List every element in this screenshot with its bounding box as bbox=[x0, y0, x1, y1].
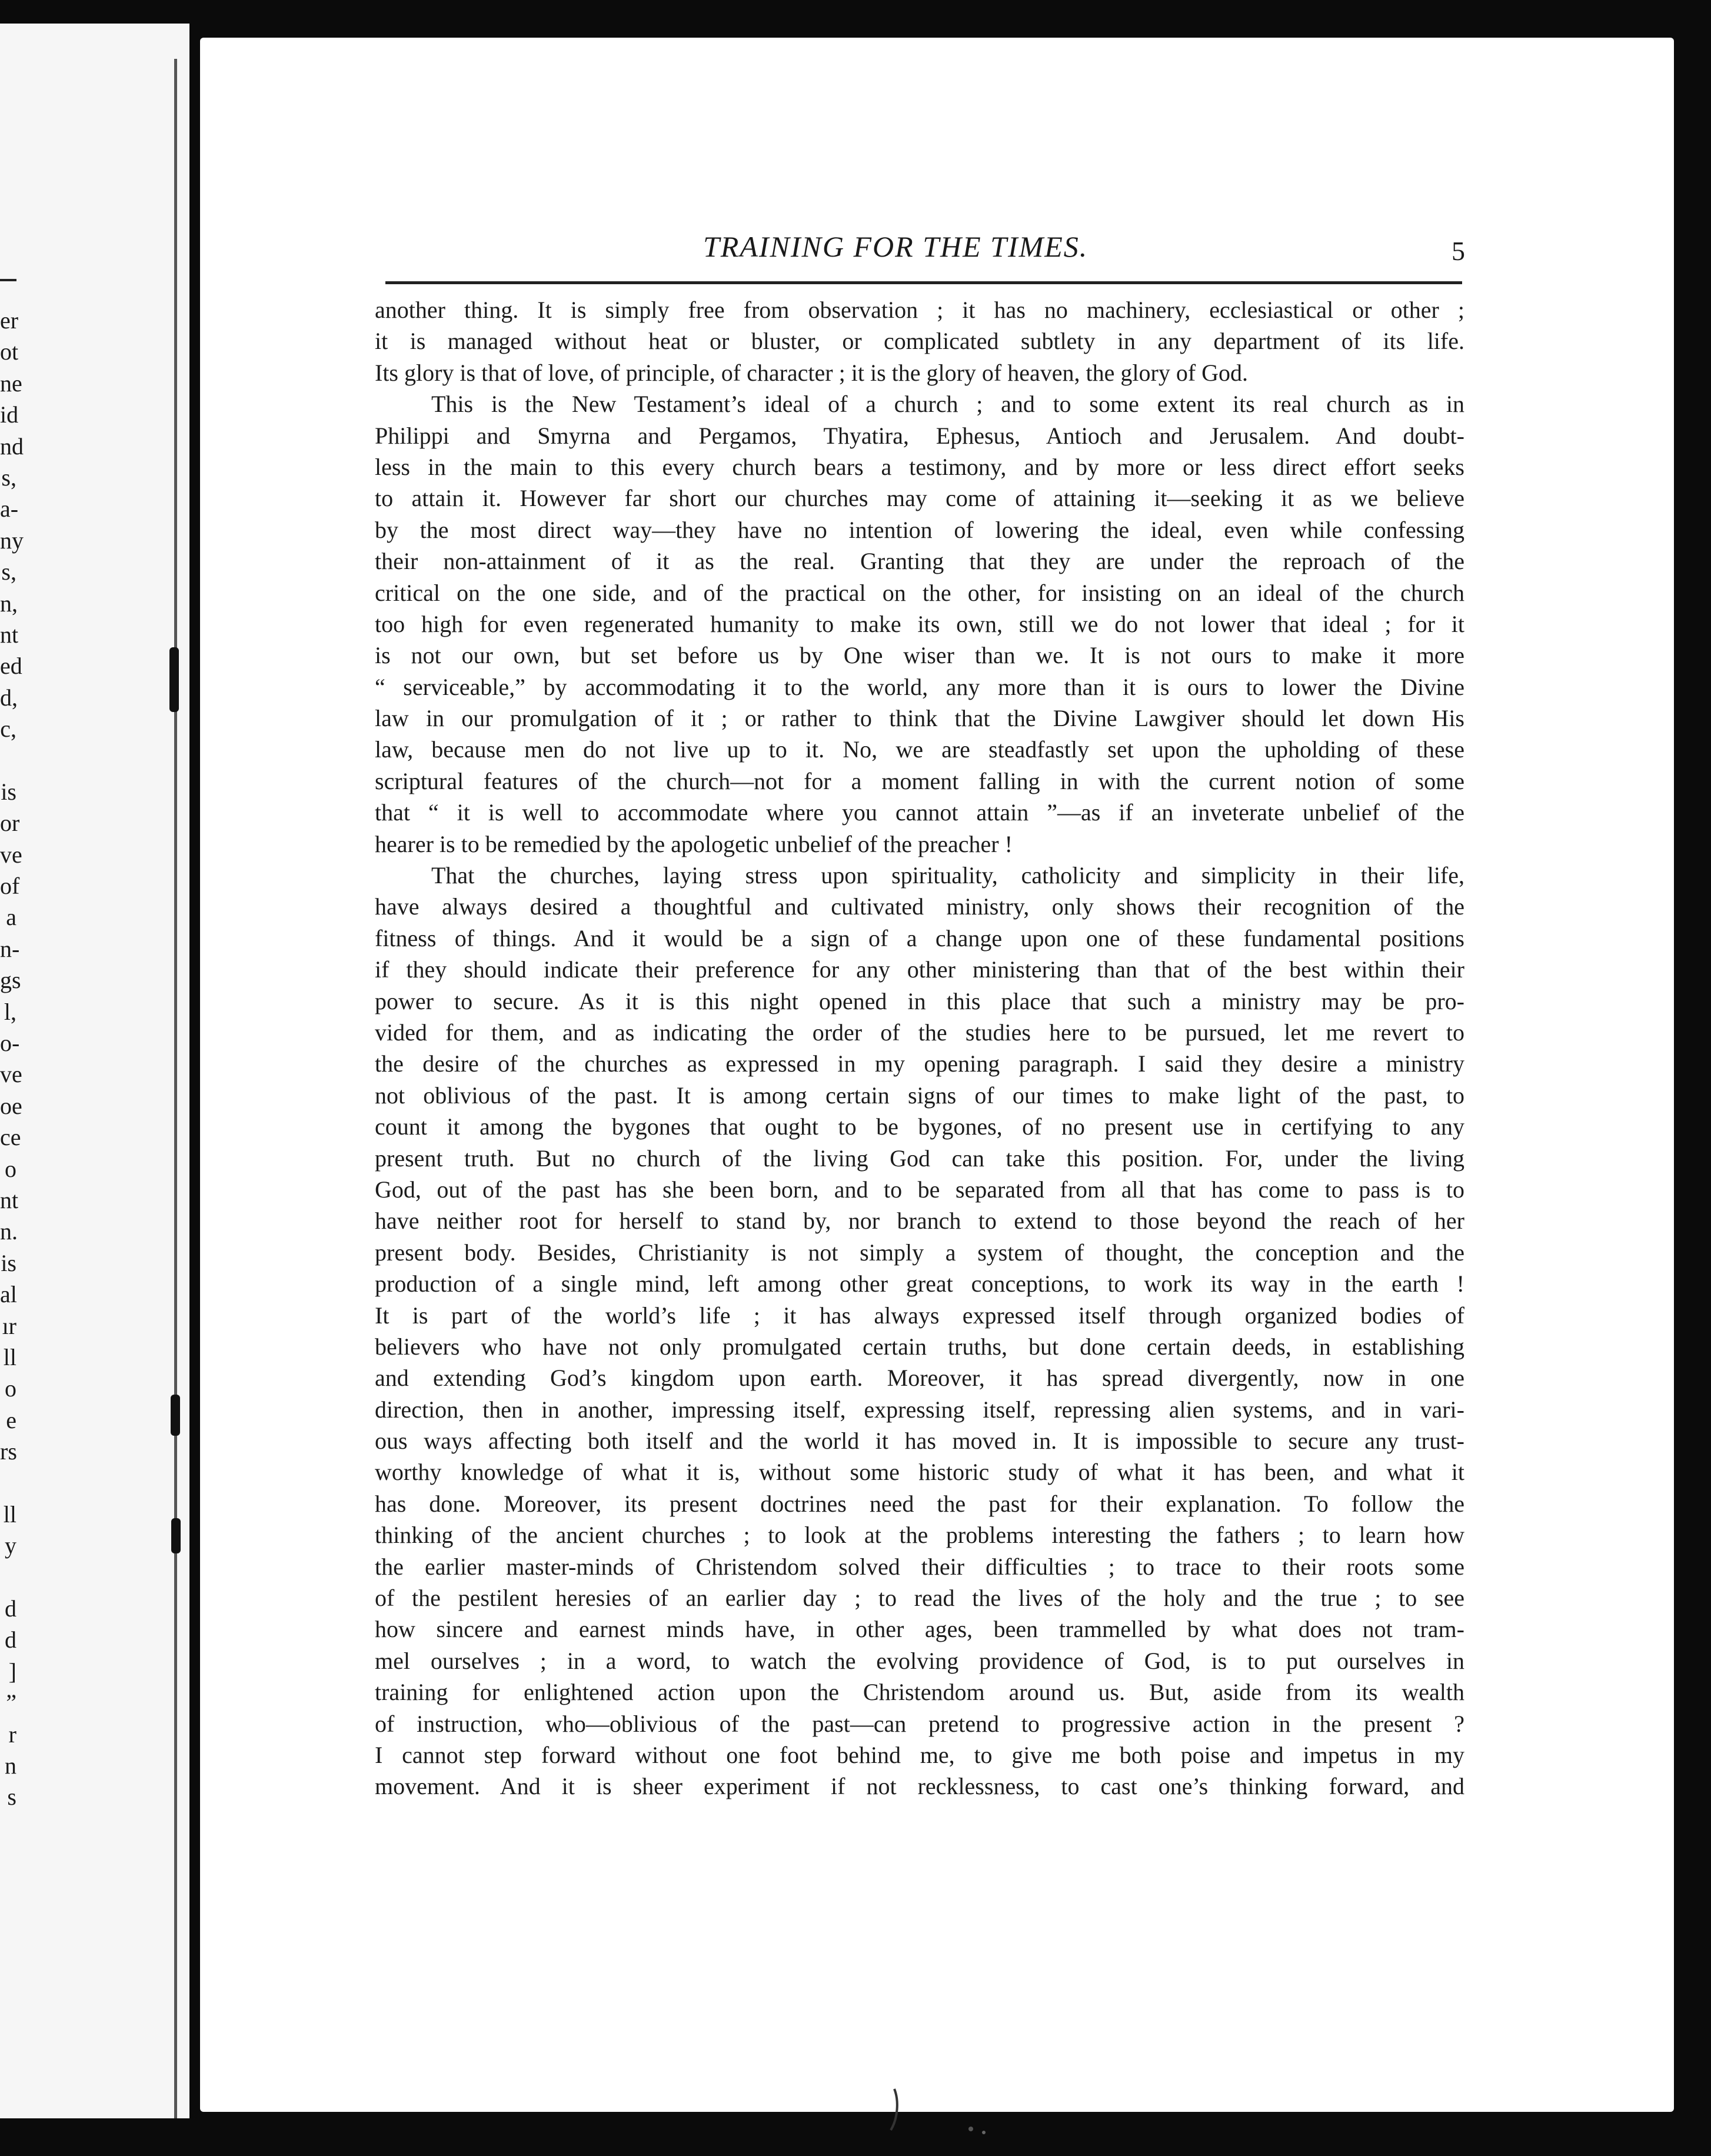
left-fragment bbox=[0, 1467, 16, 1498]
left-fragment: o bbox=[5, 1155, 16, 1182]
text-line: present body. Besides, Christianity is not simply a system of thought, the conception and the bbox=[375, 1239, 1464, 1266]
text-line: is not our own, but set before us by One wiser than we. It is not ours to make it more bbox=[375, 642, 1464, 669]
text-line: by the most direct way—they have no intention of lowering the ideal, even while confessing bbox=[375, 516, 1464, 543]
left-fragment: y bbox=[5, 1532, 16, 1559]
text-line: have neither root for herself to stand by, nor branch to extend to those beyond the reach of her bbox=[375, 1207, 1464, 1235]
text-line: the earlier master-minds of Christendom solved their difficulties ; to trace to their roots some bbox=[375, 1553, 1464, 1580]
text-line: of instruction, who—oblivious of the past—can pretend to progressive action in the present ? bbox=[375, 1710, 1464, 1737]
left-fragment: or bbox=[0, 810, 20, 837]
text-line: direction, then in another, impressing itself, expressing itself, repressing alien systems, and in vari- bbox=[375, 1396, 1464, 1423]
left-fragment: c, bbox=[0, 716, 16, 743]
left-fragment: d bbox=[5, 1595, 16, 1622]
text-line: critical on the one side, and of the practical on the other, for insisting on an ideal of the church bbox=[375, 579, 1464, 606]
text-line: it is managed without heat or bluster, or complicated subtlety in any department of its life. bbox=[375, 328, 1464, 355]
body-text bbox=[375, 294, 1464, 1802]
left-fragment: ny bbox=[0, 527, 24, 554]
text-line: not oblivious of the past. It is among certain signs of our times to make light of the past, to bbox=[375, 1082, 1464, 1109]
left-fragment: ve bbox=[0, 841, 22, 868]
left-fragment: s bbox=[7, 1784, 16, 1811]
left-fragment: rs bbox=[0, 1438, 17, 1465]
left-fragment: d bbox=[5, 1626, 16, 1653]
text-line: production of a single mind, left among other great conceptions, to work its way in the earth ! bbox=[375, 1270, 1464, 1297]
text-line: “ serviceable,” by accommodating it to the world, any more than it is ours to lower the Divine bbox=[375, 673, 1464, 700]
left-fragment: er bbox=[0, 307, 19, 334]
left-fragment: ır bbox=[2, 1312, 16, 1339]
text-line: their non-attainment of it as the real. Granting that they are under the reproach of the bbox=[375, 548, 1464, 575]
left-fragment: ot bbox=[0, 338, 19, 365]
left-fragment: ce bbox=[0, 1124, 21, 1151]
left-page-rule bbox=[0, 279, 16, 281]
text-line: training for enlightened action upon the Christendom around us. But, aside from its wealth bbox=[375, 1679, 1464, 1706]
text-line: It is part of the world’s life ; it has always expressed itself through organized bodies of bbox=[375, 1302, 1464, 1329]
left-fragment: o bbox=[5, 1375, 16, 1402]
left-fragment: is bbox=[1, 778, 16, 805]
left-fragment: n bbox=[5, 1752, 16, 1779]
left-fragment: d, bbox=[0, 684, 18, 711]
text-line: mel ourselves ; in a word, to watch the evolving providence of God, is to put ourselves in bbox=[375, 1647, 1464, 1674]
left-fragment: nt bbox=[0, 1186, 19, 1213]
text-line: of the pestilent heresies of an earlier day ; to read the lives of the holy and the true ; to see bbox=[375, 1585, 1464, 1612]
left-fragment: o- bbox=[0, 1029, 20, 1056]
text-line: law in our promulgation of it ; or rather to think that the Divine Lawgiver should let down His bbox=[375, 705, 1464, 732]
text-line: hearer is to be remedied by the apologetic unbelief of the preacher ! bbox=[375, 830, 1013, 857]
text-line: to attain it. However far short our churches may come of attaining it—seeking it as we believe bbox=[375, 485, 1464, 512]
left-fragment: ” bbox=[6, 1689, 16, 1716]
scan-specks bbox=[883, 2083, 1000, 2142]
text-line: power to secure. As it is this night opened in this place that such a ministry may be pro- bbox=[375, 987, 1464, 1014]
left-fragment: oe bbox=[0, 1092, 22, 1119]
text-line: Philippi and Smyrna and Pergamos, Thyatira, Ephesus, Antioch and Jerusalem. And doubt- bbox=[375, 422, 1464, 449]
left-fragment: ll bbox=[3, 1500, 16, 1528]
text-line: the desire of the churches as expressed in my opening paragraph. I said they desire a ministry bbox=[375, 1050, 1464, 1077]
left-fragment: al bbox=[0, 1281, 17, 1308]
page-number: 5 bbox=[1452, 236, 1465, 266]
text-line: ous ways affecting both itself and the world it has moved in. It is impossible to secure any trust- bbox=[375, 1428, 1464, 1455]
left-fragment: n, bbox=[0, 590, 18, 617]
left-fragment: a bbox=[6, 904, 16, 931]
left-fragment bbox=[0, 1562, 16, 1593]
left-fragment: s, bbox=[1, 464, 16, 491]
left-fragment: nd bbox=[0, 432, 24, 460]
text-line: believers who have not only promulgated certain truths, but done certain deeds, in establishing bbox=[375, 1333, 1464, 1360]
left-fragment: ll bbox=[3, 1343, 16, 1370]
text-line: has done. Moreover, its present doctrines need the past for their explanation. To follow the bbox=[375, 1490, 1464, 1517]
text-line: I cannot step forward without one foot behind me, to give me both poise and impetus in my bbox=[375, 1741, 1464, 1768]
left-fragment bbox=[0, 744, 16, 776]
text-line: less in the main to this every church bears a testimony, and by more or less direct effort seeks bbox=[375, 453, 1464, 480]
left-fragment: e bbox=[6, 1406, 16, 1433]
text-line: how sincere and earnest minds have, in other ages, been trammelled by what does not tram- bbox=[375, 1616, 1464, 1643]
text-line: too high for even regenerated humanity to make its own, still we do not lower that ideal ; for it bbox=[375, 610, 1464, 637]
text-line: God, out of the past has she been born, and to be separated from all that has come to pass is to bbox=[375, 1176, 1464, 1203]
left-fragment: nt bbox=[0, 621, 19, 648]
text-line: and extending God’s kingdom upon earth. Moreover, it has spread divergently, now in one bbox=[375, 1365, 1464, 1392]
text-line: vided for them, and as indicating the order of the studies here to be pursued, let me revert to bbox=[375, 1019, 1464, 1046]
text-line: Its glory is that of love, of principle, of character ; it is the glory of heaven, the glory of God. bbox=[375, 359, 1249, 386]
left-fragment: a- bbox=[0, 495, 19, 523]
page-gutter bbox=[174, 59, 177, 2118]
left-fragment: ed bbox=[0, 653, 22, 680]
left-fragment: s, bbox=[1, 558, 16, 585]
text-line: fitness of things. And it would be a sign of a change upon one of these fundamental positions bbox=[375, 924, 1464, 951]
text-line: That the churches, laying stress upon spirituality, catholicity and simplicity in their life, bbox=[431, 862, 1464, 889]
left-fragment: ve bbox=[0, 1061, 22, 1088]
text-line: that “ it is well to accommodate where you cannot attain ”—as if an inveterate unbelief of the bbox=[375, 799, 1464, 826]
text-line: movement. And it is sheer experiment if not recklessness, to cast one’s thinking forward, and bbox=[375, 1773, 1464, 1800]
text-line: another thing. It is simply free from observation ; it has no machinery, ecclesiastical or other ; bbox=[375, 297, 1464, 323]
left-fragment: n. bbox=[0, 1218, 18, 1245]
left-fragment: l, bbox=[4, 998, 16, 1025]
text-line: if they should indicate their preference for any other ministering than that of the best within their bbox=[375, 956, 1464, 983]
text-line: worthy knowledge of what it is, without some historic study of what it has been, and what it bbox=[375, 1459, 1464, 1486]
text-line: law, because men do not live up to it. No, we are steadfastly set upon the upholding of these bbox=[375, 736, 1464, 763]
gutter-mark bbox=[171, 1518, 181, 1553]
left-page-fragments bbox=[0, 305, 24, 1813]
gutter-mark bbox=[171, 1395, 180, 1436]
left-fragment: ] bbox=[8, 1658, 16, 1685]
header-rule bbox=[385, 281, 1462, 284]
text-line: thinking of the ancient churches ; to look at the problems interesting the fathers ; to learn how bbox=[375, 1522, 1464, 1549]
left-page-edge bbox=[0, 24, 189, 2118]
text-line: count it among the bygones that ought to be bygones, of no present use in certifying to any bbox=[375, 1113, 1464, 1140]
left-fragment: id bbox=[0, 401, 19, 428]
text-line: present truth. But no church of the living God can take this position. For, under the living bbox=[375, 1144, 1464, 1172]
text-line: This is the New Testament’s ideal of a church ; and to some extent its real church as in bbox=[431, 391, 1464, 418]
left-fragment: is bbox=[1, 1249, 16, 1276]
text-line: scriptural features of the church—not for a moment falling in with the current notion of some bbox=[375, 767, 1464, 794]
left-fragment: n- bbox=[0, 935, 20, 962]
left-fragment: of bbox=[0, 873, 20, 900]
left-fragment: gs bbox=[0, 967, 21, 994]
text-line: have always desired a thoughtful and cultivated ministry, only shows their recognition of the bbox=[375, 893, 1464, 920]
left-fragment: ne bbox=[0, 370, 22, 397]
gutter-mark bbox=[169, 647, 179, 712]
left-fragment: r bbox=[8, 1721, 16, 1748]
running-head: TRAINING FOR THE TIMES. bbox=[703, 230, 1088, 263]
